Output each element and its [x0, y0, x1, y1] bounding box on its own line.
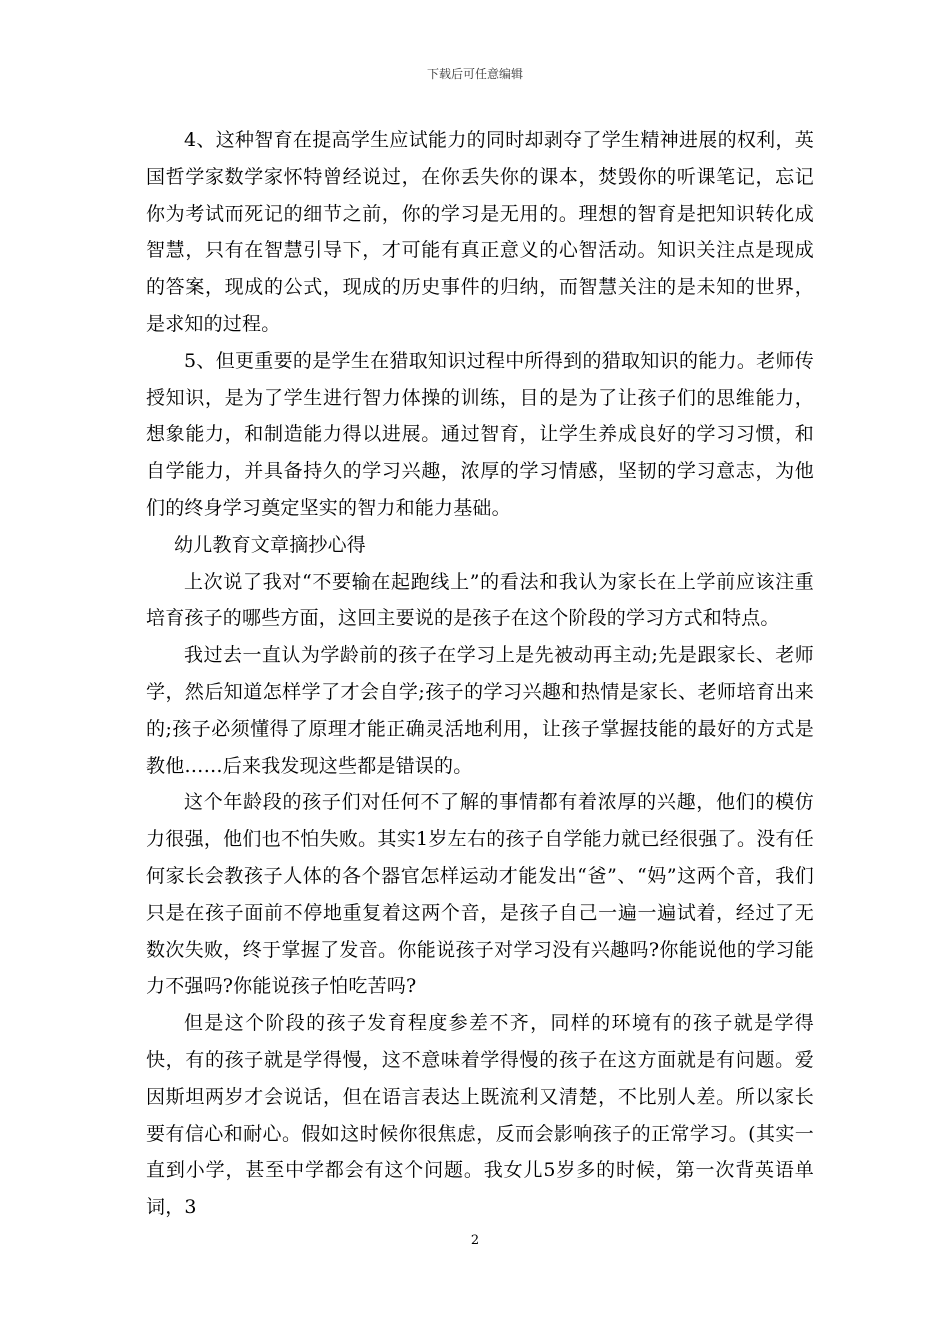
paragraph-past-belief: 我过去一直认为学龄前的孩子在学习上是先被动再主动;先是跟家长、老师学，然后知道怎样学了才会自学;孩子的学习兴趣和热情是家长、老师培育出来的;孩子必须懂得了原理才能正确灵活地利用，让孩子掌握技能的最好的方式是教他……后来我发现这些都是错误的。 [146, 644, 814, 777]
paragraph-intro: 上次说了我对“不要输在起跑线上”的看法和我认为家长在上学前应该注重培育孩子的哪些方面，这回主要说的是孩子在这个阶段的学习方式和特点。 [146, 570, 814, 630]
paragraph-development-differences: 但是这个阶段的孩子发育程度参差不齐，同样的环境有的孩子就是学得快，有的孩子就是学得慢，这不意味着学得慢的孩子在这方面就是有问题。爱因斯坦两岁才会说话，但在语言表达上既流利又清楚，不比别人差。所以家长要有信心和耐心。假如这时候你很焦虑，反而会影响孩子的正常学习。(其实一直到小学，甚至中学都会有这个问题。我女儿5岁多的时候，第一次背英语单词，3 [146, 1012, 814, 1219]
page-header-note: 下载后可任意编辑 [426, 67, 523, 81]
page-number: 2 [470, 1233, 480, 1248]
paragraph-age-interest: 这个年龄段的孩子们对任何不了解的事情都有着浓厚的兴趣，他们的模仿力很强，他们也不怕失败。其实1岁左右的孩子自学能力就已经很强了。没有任何家长会教孩子人体的各个器官怎样运动才能发出“爸”、“妈”这两个音，我们只是在孩子面前不停地重复着这两个音，是孩子自己一遍一遍试着，经过了无数次失败，终于掌握了发音。你能说孩子对学习没有兴趣吗?你能说他的学习能力不强吗?你能说孩子怕吃苦吗? [146, 791, 814, 998]
document-body [146, 122, 814, 1226]
paragraph-point-5: 5、但更重要的是学生在猎取知识过程中所得到的猎取知识的能力。老师传授知识，是为了学生进行智力体操的训练，目的是为了让孩子们的思维能力，想象能力，和制造能力得以进展。通过智育，让学生养成良好的学习习惯，和自学能力，并具备持久的学习兴趣，浓厚的学习情感，坚韧的学习意志，为他们的终身学习奠定坚实的智力和能力基础。 [146, 349, 814, 519]
section-title: 幼儿教育文章摘抄心得 [174, 533, 367, 556]
paragraph-point-4: 4、这种智育在提高学生应试能力的同时却剥夺了学生精神进展的权利，英国哲学家数学家怀特曾经说过，在你丢失你的课本，焚毁你的听课笔记，忘记你为考试而死记的细节之前，你的学习是无用的。理想的智育是把知识转化成智慧，只有在智慧引导下，才可能有真正意义的心智活动。知识关注点是现成的答案，现成的公式，现成的历史事件的归纳，而智慧关注的是未知的世界，是求知的过程。 [146, 129, 814, 335]
